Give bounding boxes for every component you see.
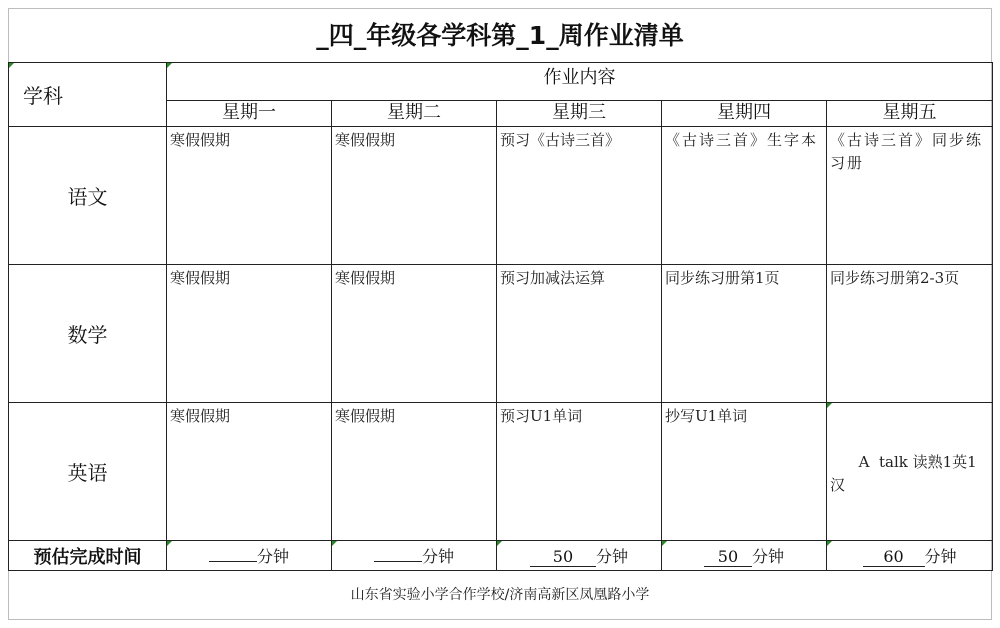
assignment-cell: 预习加减法运算 [497,265,662,403]
page-title: _四_年级各学科第_1_周作业清单 [316,21,684,50]
assignment-cell: 《古诗三首》同步练习册 [827,127,993,265]
cell-marker [662,541,667,546]
table-row [9,403,993,541]
assignment-cell: 预习《古诗三首》 [497,127,662,265]
assignment-cell: 寒假假期 [167,403,332,541]
assignment-cell: 寒假假期 [167,127,332,265]
time-value: 50 [704,548,752,567]
day-header-mon: 星期一 [167,101,332,127]
time-cell [497,541,662,571]
homework-table [8,62,993,571]
time-unit: 分钟 [256,547,289,566]
cell-marker [332,541,337,546]
cell-marker [827,403,832,408]
assignment-cell: 《古诗三首》生字本 [662,127,827,265]
assignment-cell: 同步练习册第1页 [662,265,827,403]
time-value [374,561,422,562]
day-header-tue: 星期二 [332,101,497,127]
assignment-cell: 寒假假期 [167,265,332,403]
subject-english: 英语 [9,403,167,541]
school-footer: 山东省实验小学合作学校/济南高新区凤凰路小学 [350,587,650,603]
subject-chinese: 语文 [9,127,167,265]
assignment-cell: 寒假假期 [332,403,497,541]
time-cell [167,541,332,571]
estimated-time-label: 预估完成时间 [9,541,167,571]
day-header-fri: 星期五 [827,101,993,127]
time-cell [827,541,993,571]
day-header-thu: 星期四 [662,101,827,127]
subject-math: 数学 [9,265,167,403]
assignment-cell: 寒假假期 [332,127,497,265]
cell-marker [497,541,502,546]
content-header: 作业内容 [167,63,993,101]
time-unit: 分钟 [595,547,628,566]
time-unit: 分钟 [751,547,784,566]
time-value: 60 [863,548,925,567]
time-unit: 分钟 [421,547,454,566]
time-value [209,561,257,562]
time-value: 50 [530,548,596,567]
day-header-wed: 星期三 [497,101,662,127]
cell-marker [9,63,14,68]
assignment-cell: 寒假假期 [332,265,497,403]
table-row [9,127,993,265]
time-unit: 分钟 [924,547,957,566]
assignment-cell: 抄写U1单词 [662,403,827,541]
cell-marker [167,541,172,546]
cell-marker [827,541,832,546]
assignment-cell: 同步练习册第2-3页 [827,265,993,403]
table-row [9,265,993,403]
time-cell [662,541,827,571]
cell-marker [167,63,172,68]
subject-header: 学科 [9,63,167,127]
time-cell [332,541,497,571]
time-row [9,541,993,571]
assignment-cell: A talk 读熟1英1汉 [827,403,993,541]
assignment-cell: 预习U1单词 [497,403,662,541]
